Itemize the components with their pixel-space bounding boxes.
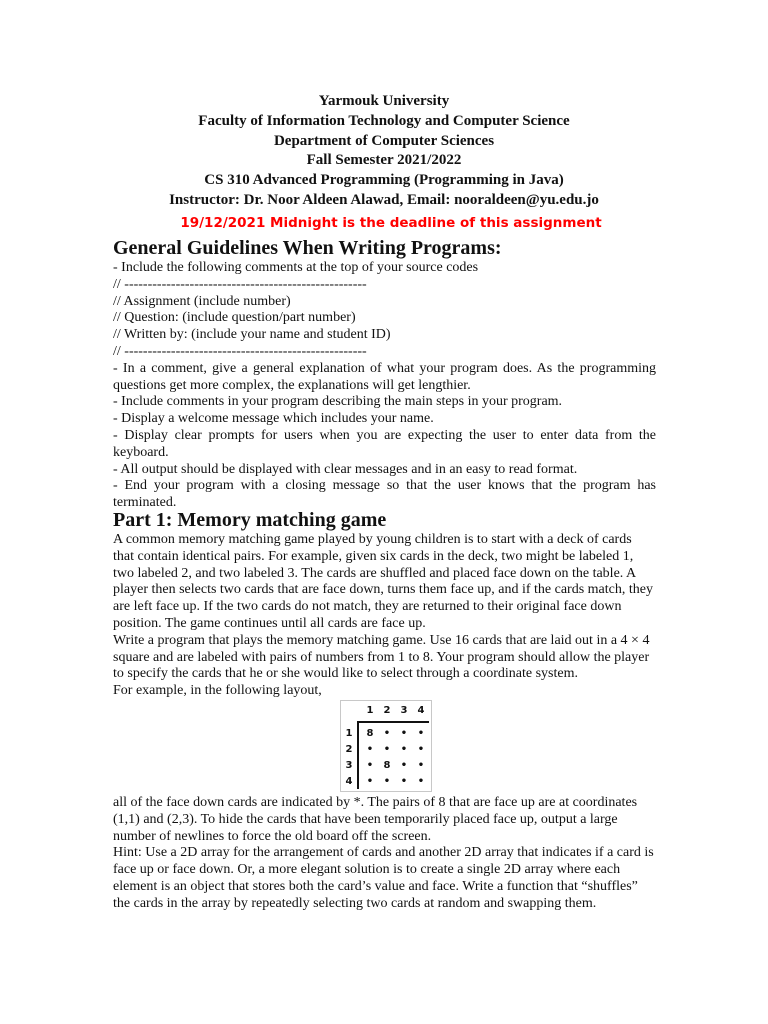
university-name: Yarmouk University [318, 93, 450, 109]
board-cell: • [366, 776, 374, 787]
column-header: 4 [417, 705, 425, 716]
board-cell: 8 [383, 760, 391, 771]
part1-paragraph-3: For example, in the following layout, [113, 683, 322, 699]
row-header: 1 [345, 728, 353, 739]
column-header: 1 [366, 705, 374, 716]
board-cell: 8 [366, 728, 374, 739]
column-header: 2 [383, 705, 391, 716]
guideline-comments: - Include comments in your program describing the main steps in your program. [113, 394, 563, 410]
comment-line-3: // Question: (include question/part number) [113, 310, 356, 326]
column-header: 3 [400, 705, 408, 716]
board-row-line [357, 723, 359, 789]
part1-paragraph-4: all of the face down cards are indicated by *. The pairs of 8 that are face up are at coordinates (1,1) and (2,3). To hide the cards that have been temporarily placed face up, output a large number of newlines to force the old board off the screen. [113, 795, 638, 844]
comment-line-4: // Written by: (include your name and student ID) [113, 327, 391, 343]
guidelines-title: General Guidelines When Writing Programs: [113, 237, 502, 259]
deadline-notice: 19/12/2021 Midnight is the deadline of this assignment [180, 214, 602, 231]
instructor-line: Instructor: Dr. Noor Aldeen Alawad, Email: nooraldeen@yu.edu.jo [169, 191, 599, 208]
guideline-intro: - Include the following comments at the top of your source codes [113, 260, 479, 275]
semester: Fall Semester 2021/2022 [306, 152, 462, 169]
board-grid [341, 701, 431, 791]
part1-title: Part 1: Memory matching game [113, 509, 387, 531]
board-cell: • [417, 776, 425, 787]
guideline-closing: - End your program with a closing message so that the user knows that the program has terminated. [113, 478, 656, 511]
guideline-welcome: - Display a welcome message which includes your name. [113, 411, 434, 427]
part1-section [113, 508, 656, 700]
row-header: 3 [345, 760, 353, 771]
board-cell: • [383, 776, 391, 787]
guideline-output: - All output should be displayed with clear messages and in an easy to read format. [113, 461, 578, 477]
board-figure [340, 700, 432, 792]
row-header: 4 [345, 776, 353, 787]
part1-paragraph-1: A common memory matching game played by young children is to start with a deck of cards that contain identical pairs. For example, given six cards in the deck, two might be labeled 1, two labeled 2, and two labeled 3. The cards are shuffled and placed face down on the table. A player then selects two cards that are face down, turns them face up, and if the cards match, they are left face up. If the two cards do not match, they are returned to their original face down position. The game continues until all cards are face up. [113, 532, 653, 631]
board-header-line [357, 721, 429, 723]
board-cell: • [400, 728, 408, 739]
board-cell: • [400, 776, 408, 787]
board-cell: • [383, 744, 391, 755]
course-title: CS 310 Advanced Programming (Programming in Java) [204, 172, 564, 189]
row-header: 2 [345, 744, 353, 755]
comment-line-5: // ---------------------------------------------------- [113, 343, 367, 359]
faculty-name: Faculty of Information Technology and Computer Science [198, 112, 570, 129]
comment-line-1: // ---------------------------------------------------- [113, 276, 367, 292]
guidelines-section [113, 236, 656, 512]
part1-paragraph-2: Write a program that plays the memory matching game. Use 16 cards that are laid out in a 4 × 4 square and are labeled with pairs of numbers from 1 to 8. Your program should allow the player to specify the cards that he or she would like to select through a coordinate system. [113, 632, 650, 682]
board-cell: • [417, 728, 425, 739]
board-cell: • [400, 744, 408, 755]
board-cell: • [383, 728, 391, 739]
department-name: Department of Computer Sciences [273, 132, 495, 149]
board-cell: • [400, 760, 408, 771]
board-cell: • [417, 744, 425, 755]
guideline-explanation: - In a comment, give a general explanation of what your program does. As the programming questions get more complex, the explanations will get lengthier. [113, 360, 656, 393]
board-cell: • [366, 744, 374, 755]
board-cell: • [417, 760, 425, 771]
guideline-prompts: - Display clear prompts for users when you are expecting the user to enter data from the keyboard. [113, 427, 656, 460]
part1-continued [113, 795, 656, 913]
part1-hint: Hint: Use a 2D array for the arrangement of cards and another 2D array that indicates if a card is face up or face down. Or, a more elegant solution is to create a single 2D array where each element is an object that stores both the card’s value and face. Write a function that “shuffles” the cards in the array by repeatedly selecting two cards at random and swapping them. [113, 845, 654, 911]
board-cell: • [366, 760, 374, 771]
document-header [0, 92, 768, 233]
comment-line-2: // Assignment (include number) [113, 293, 291, 309]
